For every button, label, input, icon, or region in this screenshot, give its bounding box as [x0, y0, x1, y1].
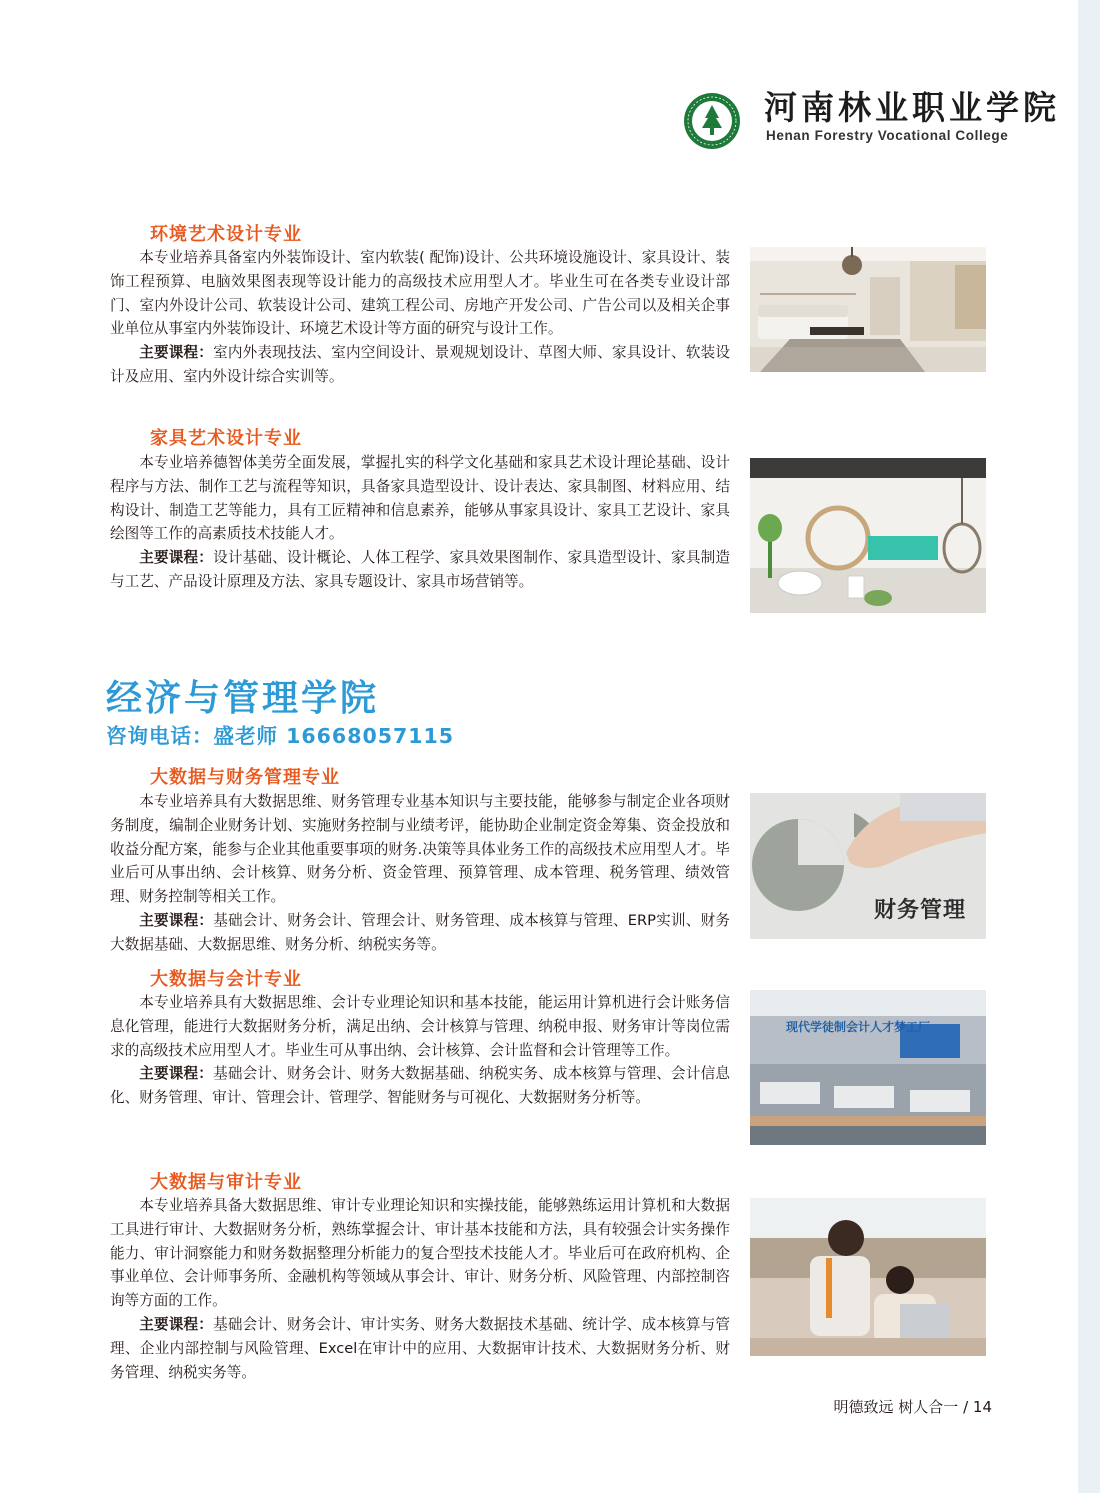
courses-text: 基础会计、财务会计、管理会计、财务管理、成本核算与管理、ERP实训、财务大数据基础、大数据思维、财务分析、纳税实务等。	[110, 911, 730, 953]
section-courses	[110, 909, 730, 957]
section-description: 本专业培养具备大数据思维、审计专业理论知识和实操技能，能够熟练运用计算机和大数据工具进行审计、大数据财务分析，熟练掌握会计、审计基本技能和方法，具有较强会计实务操作能力、审计洞察能力和财务数据整理分析能力的复合型技术技能人才。毕业后可在政府机构、企事业单位、会计师事务所、金融机构等领域从事会计、审计、财务分析、风险管理、内部控制咨询等方面的工作。	[110, 1197, 730, 1310]
courses-label: 主要课程：	[139, 549, 214, 567]
classroom-photo-caption: 现代学徒制会计人才梦工厂	[786, 1020, 931, 1034]
college-contact-phone: 咨询电话：盛老师 16668057115	[106, 724, 455, 748]
college-title: 经济与管理学院	[106, 678, 380, 719]
accounting-classroom-photo	[750, 990, 986, 1145]
section-description: 本专业培养具有大数据思维、财务管理专业基本知识与主要技能，能够参与制定企业各项财务制度，编制企业财务计划、实施财务控制与业绩考评，能协助企业制定资金筹集、资金投放和收益分配方案，能参与企业其他重要事项的财务.决策等具体业务工作的高级技术应用型人才。毕业后可从事出纳、会计核算、财务分析、资金管理、预算管理、成本管理、税务管理、绩效管理、财务控制等相关工作。	[110, 793, 730, 906]
section-description: 本专业培养具备室内外装饰设计、室内软装( 配饰)设计、公共环境设施设计、家具设计、装饰工程预算、电脑效果图表现等设计能力的高级技术应用型人才。毕业生可在各类专业设计部门、室内外设计公司、软装设计公司、建筑工程公司、房地产开发公司、广告公司以及相关企事业单位从事室内外装饰设计、环境艺术设计等方面的研究与设计工作。	[110, 249, 730, 338]
page-edge-band	[1078, 0, 1100, 1493]
courses-label: 主要课程：	[139, 344, 214, 362]
furniture-showroom-photo	[750, 458, 986, 613]
section-description: 本专业培养具有大数据思维、会计专业理论知识和基本技能，能运用计算机进行会计账务信息化管理，能进行大数据财务分析，满足出纳、会计核算与管理、纳税申报、财务审计等岗位需求的高级技术应用型人才。毕业生可从事出纳、会计核算、会计监督和会计管理等工作。	[110, 994, 730, 1059]
section-courses	[110, 1062, 730, 1110]
courses-text: 基础会计、财务会计、财务大数据基础、纳税实务、成本核算与管理、会计信息化、财务管理、审计、管理会计、管理学、智能财务与可视化、大数据财务分析等。	[110, 1065, 730, 1107]
courses-text: 室内外表现技法、室内空间设计、景观规划设计、草图大师、家具设计、软装设计及应用、室内外设计综合实训等。	[110, 344, 730, 385]
section-title-big-data-audit: 大数据与审计专业	[150, 1172, 302, 1193]
footer-slogan: 明德致远 树人合一	[833, 1398, 959, 1416]
courses-text: 基础会计、财务会计、审计实务、财务大数据技术基础、统计学、成本核算与管理、企业内部控制与风险管理、Excel在审计中的应用、大数据审计技术、大数据财务分析、财务管理、纳税实务等。	[110, 1315, 730, 1381]
college-seal-icon	[683, 92, 741, 150]
page-footer	[834, 1396, 992, 1417]
section-body-environment-art	[110, 246, 730, 389]
section-body-big-data-finance	[110, 790, 730, 957]
audit-classroom-photo	[750, 1198, 986, 1356]
page-number: / 14	[963, 1398, 992, 1416]
section-body-big-data-accounting	[110, 991, 730, 1110]
section-courses	[110, 341, 730, 389]
courses-label: 主要课程：	[139, 1065, 214, 1083]
section-courses	[110, 546, 730, 594]
finance-management-photo	[750, 793, 986, 939]
college-name-cn: 河南林业职业学院	[764, 88, 1060, 127]
finance-photo-caption: 财务管理	[874, 898, 967, 923]
courses-text: 设计基础、设计概论、人体工程学、家具效果图制作、家具造型设计、家具制造与工艺、产品设计原理及方法、家具专题设计、家具市场营销等。	[110, 549, 730, 590]
section-title-furniture-art: 家具艺术设计专业	[150, 428, 302, 449]
section-description: 本专业培养德智体美劳全面发展，掌握扎实的科学文化基础和家具艺术设计理论基础、设计程序与方法、制作工艺与流程等知识，具备家具造型设计、设计表达、家具制图、材料应用、结构设计、制造工艺等能力，具有工匠精神和信息素养，能够从事家具设计、家具工艺设计、家具绘图等工作的高素质技术技能人才。	[110, 454, 730, 543]
section-body-furniture-art	[110, 451, 730, 594]
section-body-big-data-audit	[110, 1194, 730, 1384]
courses-label: 主要课程：	[139, 1315, 214, 1333]
college-name-en: Henan Forestry Vocational College	[766, 128, 1009, 143]
living-room-photo	[750, 247, 986, 372]
section-title-big-data-accounting: 大数据与会计专业	[150, 969, 302, 990]
section-courses	[110, 1313, 730, 1384]
courses-label: 主要课程：	[139, 911, 214, 929]
section-title-environment-art: 环境艺术设计专业	[150, 224, 302, 245]
section-title-big-data-finance: 大数据与财务管理专业	[150, 767, 340, 788]
